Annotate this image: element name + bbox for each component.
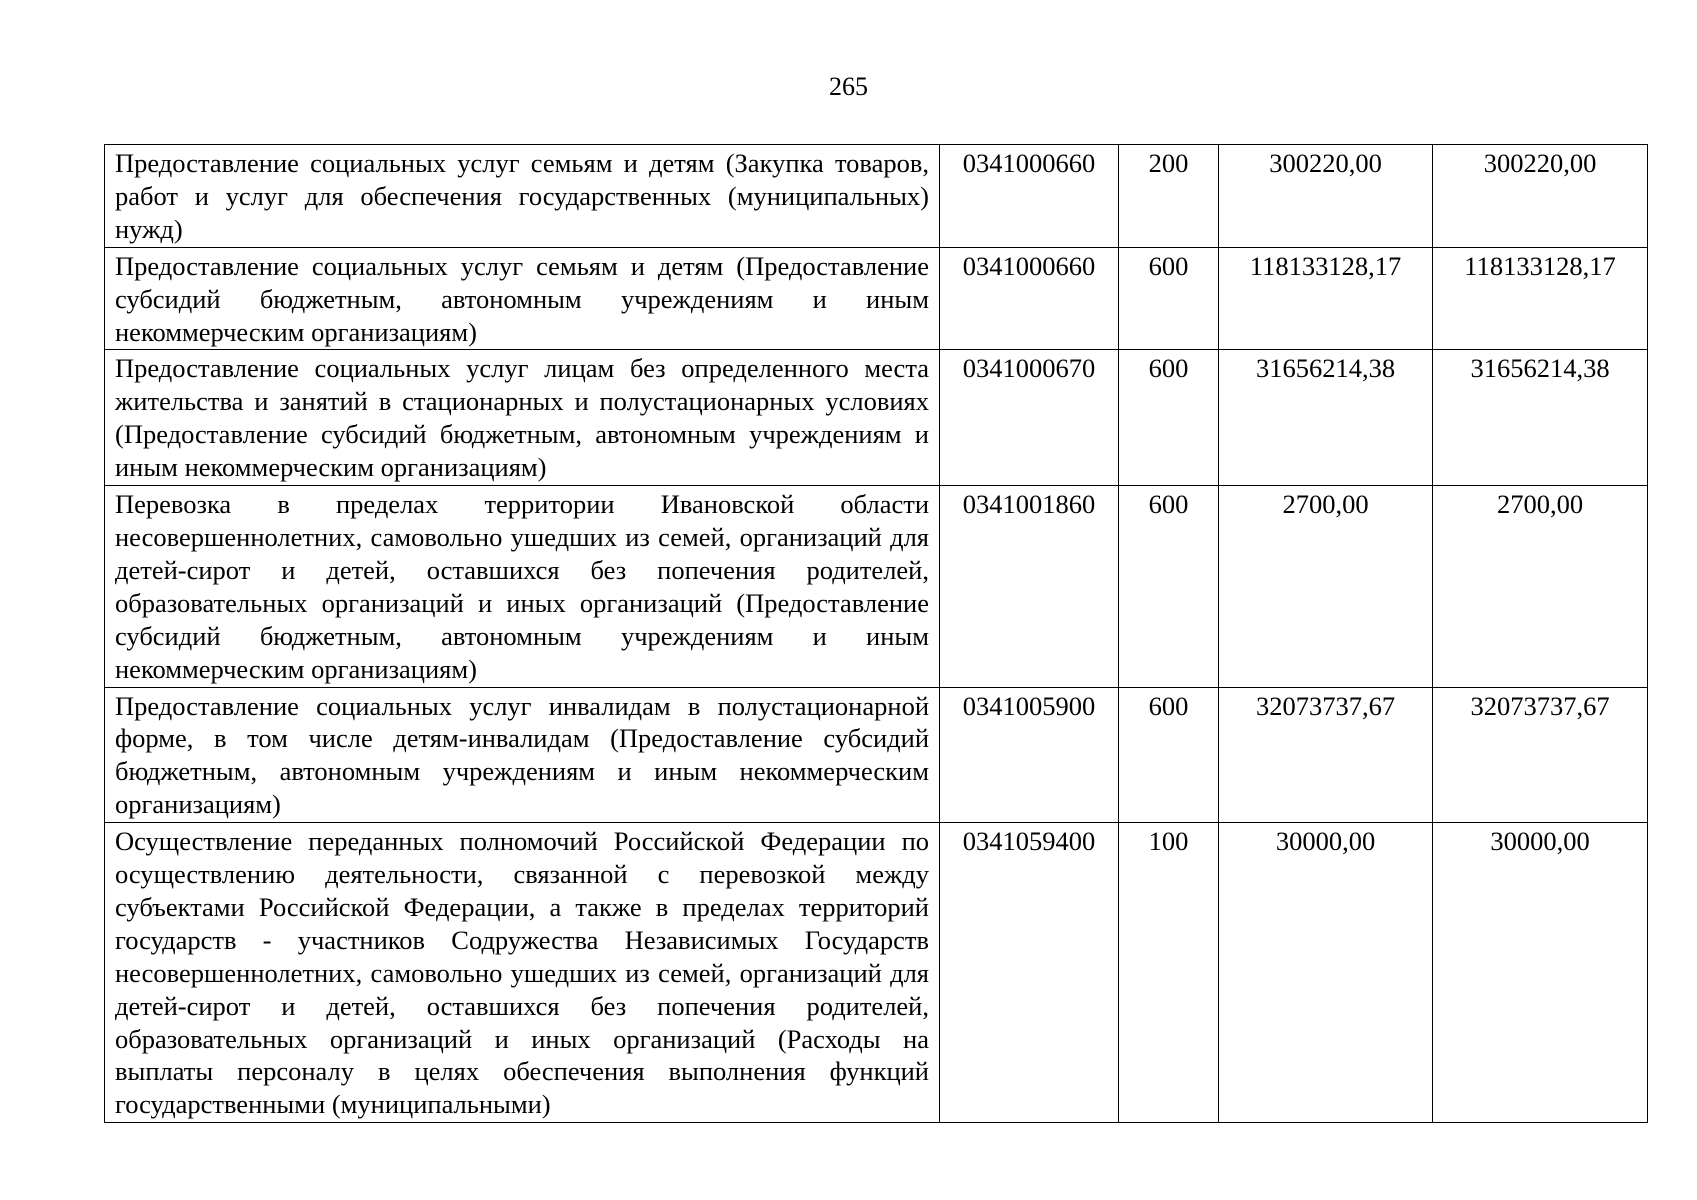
row-target-code: 0341000660 [940,247,1119,350]
row-amount-1: 2700,00 [1219,486,1433,687]
row-target-code: 0341000660 [940,145,1119,248]
row-amount-1: 118133128,17 [1219,247,1433,350]
row-amount-2: 31656214,38 [1433,350,1648,486]
row-expense-type: 100 [1119,823,1219,1123]
row-target-code: 0341005900 [940,687,1119,823]
row-amount-2: 2700,00 [1433,486,1648,687]
row-expense-type: 600 [1119,247,1219,350]
table-row [105,247,1648,350]
table-row [105,687,1648,823]
row-description: Перевозка в пределах территории Ивановской области несовершеннолетних, самовольно ушедших из семей, организаций для детей-сирот и детей, оставшихся без попечения родителей, образовательных организаций и иных организаций (Предоставление субсидий бюджетным, автономным учреждениям и иным некоммерческим организациям) [105,486,940,687]
table-row [105,486,1648,687]
row-expense-type: 200 [1119,145,1219,248]
row-description: Осуществление переданных полномочий Российской Федерации по осуществлению деятельности, связанной с перевозкой между субъектами Российской Федерации, а также в пределах территорий государств - участников Содружества Независимых Государств несовершеннолетних, самовольно ушедших из семей, организаций для детей-сирот и детей, оставшихся без попечения родителей, образовательных организаций и иных организаций (Расходы на выплаты персоналу в целях обеспечения выполнения функций государственными (муниципальными) [105,823,940,1123]
row-description: Предоставление социальных услуг инвалидам в полустационарной форме, в том числе детям-инвалидам (Предоставление субсидий бюджетным, автономным учреждениям и иным некоммерческим организациям) [105,687,940,823]
row-expense-type: 600 [1119,486,1219,687]
row-amount-1: 30000,00 [1219,823,1433,1123]
row-target-code: 0341059400 [940,823,1119,1123]
row-amount-2: 300220,00 [1433,145,1648,248]
row-target-code: 0341001860 [940,486,1119,687]
table-row [105,145,1648,248]
row-amount-2: 32073737,67 [1433,687,1648,823]
budget-table [104,144,1648,1123]
row-amount-1: 300220,00 [1219,145,1433,248]
row-expense-type: 600 [1119,350,1219,486]
row-target-code: 0341000670 [940,350,1119,486]
page-number: 265 [829,72,868,101]
row-amount-2: 30000,00 [1433,823,1648,1123]
row-expense-type: 600 [1119,687,1219,823]
table-row [105,823,1648,1123]
table-row [105,350,1648,486]
row-description: Предоставление социальных услуг семьям и детям (Предоставление субсидий бюджетным, автономным учреждениям и иным некоммерческим организациям) [105,247,940,350]
row-amount-2: 118133128,17 [1433,247,1648,350]
row-description: Предоставление социальных услуг семьям и детям (Закупка товаров, работ и услуг для обеспечения государственных (муниципальных) нужд) [105,145,940,248]
row-amount-1: 31656214,38 [1219,350,1433,486]
row-description: Предоставление социальных услуг лицам без определенного места жительства и занятий в стационарных и полустационарных условиях (Предоставление субсидий бюджетным, автономным учреждениям и иным некоммерческим организациям) [105,350,940,486]
row-amount-1: 32073737,67 [1219,687,1433,823]
